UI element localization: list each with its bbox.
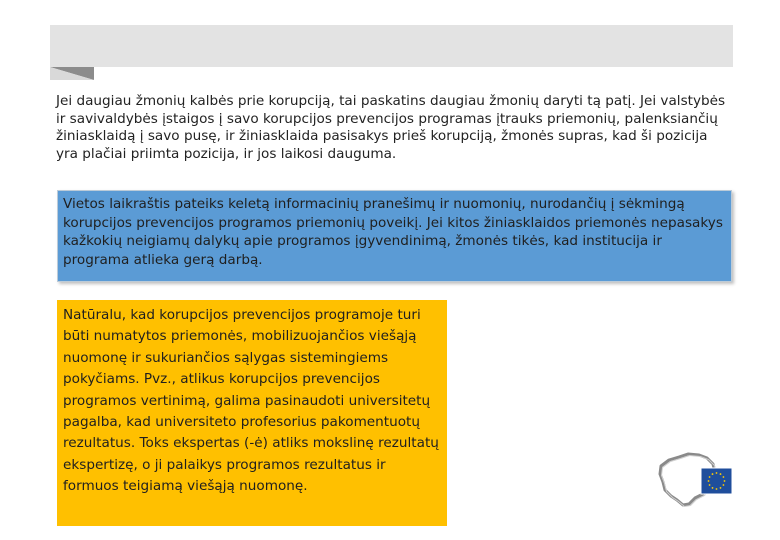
intro-paragraph: Jei daugiau žmonių kalbės prie korupciją, tai paskatins daugiau žmonių daryti tą patį. Jei valstybės ir savivaldybės įstaigos į savo korupcijos prevencijos programas įtrauks priemonių, palenksiančių žiniasklaidą į savo pusę, ir žiniasklaida pasisakys prieš korupciją, žmonės supras, kad ši pozicija yra plačiai priimta pozicija, ir jos laikosi dauguma. (56, 93, 726, 162)
yellow-callout-text: Natūralu, kad korupcijos prevencijos programoje turi būti numatytos priemonės, mobilizuojančios viešąją nuomonę ir sukuriančios sąlygas sistemingiems pokyčiams. Pvz., atlikus korupcijos prevencijos programos vertinimą, galima pasinaudoti universitetų pagalba, kad universiteto profesorius pakomentuotų rezultatus. Toks ekspertas (-ė) atliks mokslinę rezultatų ekspertizę, o ji palaikys programos rezultatus ir formuos teigiamą viešąją nuomonę. (63, 307, 439, 495)
eu-star-icon (720, 473, 722, 475)
eu-star-icon (716, 488, 718, 490)
eu-star-icon (709, 484, 711, 486)
eu-star-icon (716, 472, 718, 474)
eu-star-icon (712, 487, 714, 489)
header-bar (50, 25, 733, 67)
eu-star-icon (709, 476, 711, 478)
header-tab (50, 67, 94, 80)
blue-callout-box (57, 190, 732, 282)
eu-star-icon (723, 484, 725, 486)
lithuania-map-eu-flag-icon (655, 448, 737, 510)
eu-star-icon (712, 473, 714, 475)
eu-star-icon (720, 487, 722, 489)
eu-star-icon (723, 476, 725, 478)
eu-star-icon (724, 480, 726, 482)
eu-star-icon (708, 480, 710, 482)
blue-callout-text: Vietos laikraštis pateiks keletą informacinių pranešimų ir nuomonių, nurodančių į sėkmingą korupcijos prevencijos programos priemonių poveikį. Jei kitos žiniasklaidos priemonės nepasakys kažkokių neigiamų dalykų apie programos įgyvendinimą, žmonės tikės, kad institucija ir programa atlieka gerą darbą. (63, 196, 723, 268)
yellow-callout-box (57, 300, 447, 526)
